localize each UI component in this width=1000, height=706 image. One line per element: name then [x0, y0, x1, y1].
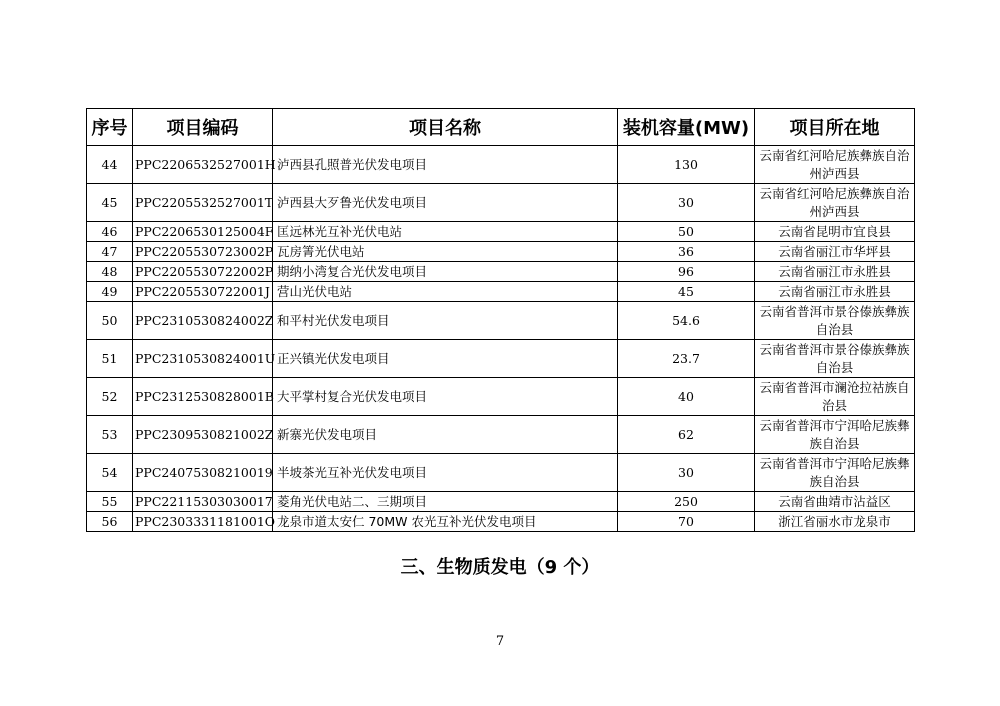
- header-capacity: 装机容量(MW): [618, 109, 755, 146]
- cell-name: 和平村光伏发电项目: [273, 302, 618, 340]
- cell-name: 正兴镇光伏发电项目: [273, 340, 618, 378]
- cell-code: PPC2205530722001J: [133, 282, 273, 302]
- projects-table: [86, 108, 915, 532]
- cell-capacity: 45: [618, 282, 755, 302]
- table-row: [87, 512, 915, 532]
- cell-capacity: 96: [618, 262, 755, 282]
- cell-code: PPC24075308210019: [133, 454, 273, 492]
- cell-no: 53: [87, 416, 133, 454]
- cell-code: PPC2310530824002Z: [133, 302, 273, 340]
- cell-no: 51: [87, 340, 133, 378]
- cell-name: 半坡茶光互补光伏发电项目: [273, 454, 618, 492]
- table-row: [87, 378, 915, 416]
- table-row: [87, 340, 915, 378]
- cell-name: 匡远林光互补光伏电站: [273, 222, 618, 242]
- cell-no: 56: [87, 512, 133, 532]
- cell-no: 47: [87, 242, 133, 262]
- cell-no: 54: [87, 454, 133, 492]
- cell-name: 大平掌村复合光伏发电项目: [273, 378, 618, 416]
- table-row: [87, 416, 915, 454]
- table-row: [87, 242, 915, 262]
- cell-location: 云南省普洱市宁洱哈尼族彝族自治县: [755, 454, 915, 492]
- cell-capacity: 250: [618, 492, 755, 512]
- cell-code: PPC2205530723002P: [133, 242, 273, 262]
- cell-code: PPC2206532527001H: [133, 146, 273, 184]
- table-row: [87, 222, 915, 242]
- table-row: [87, 146, 915, 184]
- cell-no: 45: [87, 184, 133, 222]
- cell-name: 营山光伏电站: [273, 282, 618, 302]
- cell-location: 云南省红河哈尼族彝族自治州泸西县: [755, 184, 915, 222]
- cell-code: PPC2312530828001B: [133, 378, 273, 416]
- cell-no: 49: [87, 282, 133, 302]
- table-row: [87, 492, 915, 512]
- cell-location: 云南省普洱市景谷傣族彝族自治县: [755, 340, 915, 378]
- table-header-row: [87, 109, 915, 146]
- cell-code: PPC2310530824001U: [133, 340, 273, 378]
- cell-location: 浙江省丽水市龙泉市: [755, 512, 915, 532]
- cell-capacity: 40: [618, 378, 755, 416]
- cell-no: 55: [87, 492, 133, 512]
- cell-location: 云南省丽江市永胜县: [755, 282, 915, 302]
- cell-capacity: 62: [618, 416, 755, 454]
- cell-name: 泸西县孔照普光伏发电项目: [273, 146, 618, 184]
- section-title: 三、生物质发电（9 个）: [400, 557, 600, 578]
- cell-code: PPC2303331181001O: [133, 512, 273, 532]
- table-row: [87, 262, 915, 282]
- header-location: 项目所在地: [755, 109, 915, 146]
- cell-no: 52: [87, 378, 133, 416]
- cell-capacity: 70: [618, 512, 755, 532]
- cell-code: PPC2205532527001T: [133, 184, 273, 222]
- cell-name: 期纳小湾复合光伏发电项目: [273, 262, 618, 282]
- cell-name: 龙泉市道太安仁 70MW 农光互补光伏发电项目: [273, 512, 618, 532]
- cell-no: 44: [87, 146, 133, 184]
- cell-name: 泸西县大歹鲁光伏发电项目: [273, 184, 618, 222]
- table-row: [87, 282, 915, 302]
- cell-capacity: 50: [618, 222, 755, 242]
- cell-capacity: 36: [618, 242, 755, 262]
- cell-location: 云南省普洱市宁洱哈尼族彝族自治县: [755, 416, 915, 454]
- cell-location: 云南省曲靖市沾益区: [755, 492, 915, 512]
- cell-name: 新寨光伏发电项目: [273, 416, 618, 454]
- header-name: 项目名称: [273, 109, 618, 146]
- header-no: 序号: [87, 109, 133, 146]
- cell-location: 云南省普洱市澜沧拉祜族自治县: [755, 378, 915, 416]
- page-number: 7: [495, 634, 505, 649]
- cell-location: 云南省丽江市华坪县: [755, 242, 915, 262]
- cell-name: 菱角光伏电站二、三期项目: [273, 492, 618, 512]
- cell-location: 云南省丽江市永胜县: [755, 262, 915, 282]
- cell-no: 50: [87, 302, 133, 340]
- table-row: [87, 184, 915, 222]
- cell-capacity: 130: [618, 146, 755, 184]
- cell-capacity: 30: [618, 184, 755, 222]
- cell-capacity: 54.6: [618, 302, 755, 340]
- cell-capacity: 23.7: [618, 340, 755, 378]
- cell-code: PPC2205530722002P: [133, 262, 273, 282]
- table-row: [87, 302, 915, 340]
- cell-no: 46: [87, 222, 133, 242]
- cell-code: PPC2309530821002Z: [133, 416, 273, 454]
- header-code: 项目编码: [133, 109, 273, 146]
- cell-location: 云南省普洱市景谷傣族彝族自治县: [755, 302, 915, 340]
- cell-name: 瓦房箐光伏电站: [273, 242, 618, 262]
- table-row: [87, 454, 915, 492]
- cell-location: 云南省昆明市宜良县: [755, 222, 915, 242]
- cell-code: PPC22115303030017: [133, 492, 273, 512]
- cell-no: 48: [87, 262, 133, 282]
- cell-code: PPC2206530125004F: [133, 222, 273, 242]
- cell-location: 云南省红河哈尼族彝族自治州泸西县: [755, 146, 915, 184]
- cell-capacity: 30: [618, 454, 755, 492]
